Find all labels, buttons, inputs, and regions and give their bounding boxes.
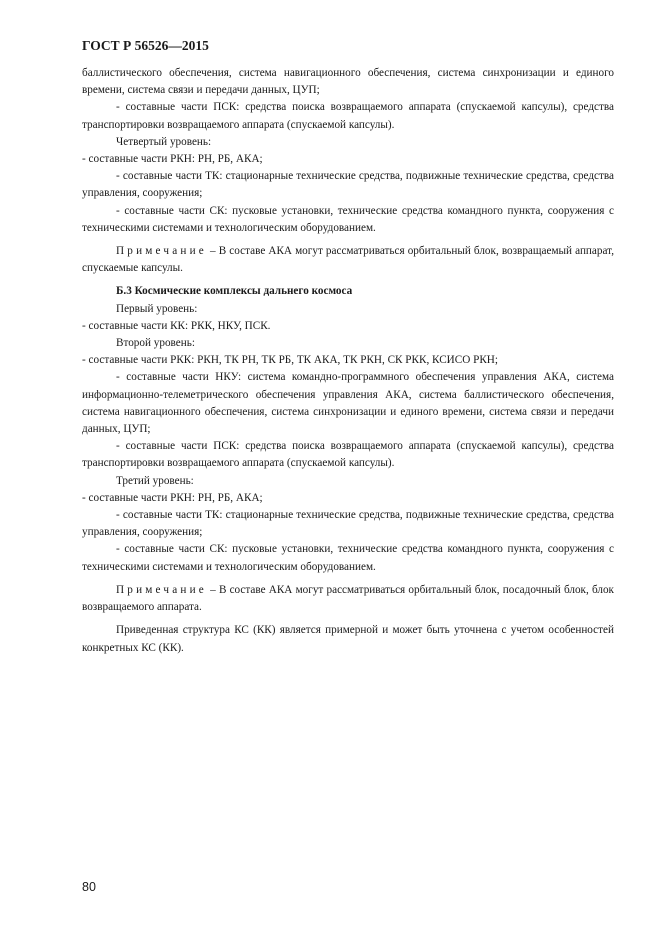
section-heading: Б.3 Космические комплексы дальнего космоса [116,285,353,298]
paragraph: - составные части РКН: РН, РБ, АКА; [82,153,263,166]
note-label: Примечание [116,583,207,596]
paragraph: - составные части ТК: стационарные технические средства, подвижные технические средства, средства управления, сооружения; [82,509,614,539]
paragraph: Первый уровень: [116,302,198,315]
page-number: 80 [82,880,96,894]
note-label: Примечание [116,245,207,258]
paragraph: - составные части НКУ: система командно-программного обеспечения управления АКА, система информационно-телеметрического обеспечения управления АКА, система баллистического обеспечения, система навигационного обеспечения, система синхронизации и единого времени, система связи и передачи данных, ЦУП; [82,371,614,436]
paragraph: Второй уровень: [116,337,195,350]
paragraph: - составные части СК: пусковые установки, технические средства командного пункта, сооружения с техническими системами и технологическим оборудованием. [82,543,614,573]
paragraph: Третий уровень: [116,474,194,487]
paragraph: - составные части КК: РКК, НКУ, ПСК. [82,319,271,332]
document-body [82,65,614,657]
paragraph: баллистического обеспечения, система навигационного обеспечения, система синхронизации и единого времени, система связи и передачи данных, ЦУП; [82,67,614,97]
paragraph: - составные части ПСК: средства поиска возвращаемого аппарата (спускаемой капсулы), средства транспортировки возвращаемого аппарата (спускаемой капсулы). [82,440,614,470]
note-text: – В составе АКА могут рассматриваться орбитальный блок, возвращаемый аппарат, спускаемые капсулы. [82,245,614,275]
paragraph: - составные части ТК: стационарные технические средства, подвижные технические средства, средства управления, сооружения; [82,170,614,200]
document-header: ГОСТ Р 56526—2015 [82,38,209,53]
note-paragraph [82,582,614,616]
paragraph: - составные части ПСК: средства поиска возвращаемого аппарата (спускаемой капсулы), средства транспортировки возвращаемого аппарата (спускаемой капсулы). [82,101,614,131]
note-paragraph [82,243,614,277]
note-text: – В составе АКА могут рассматриваться орбитальный блок, посадочный блок, блок возвращаемого аппарата. [82,583,614,614]
paragraph: - составные части РКН: РН, РБ, АКА; [82,491,263,504]
paragraph: - составные части РКК: РКН, ТК РН, ТК РБ, ТК АКА, ТК РКН, СК РКК, КСИСО РКН; [82,354,498,367]
paragraph: Четвертый уровень: [116,135,212,148]
paragraph: - составные части СК: пусковые установки, технические средства командного пункта, сооружения с техническими системами и технологическим оборудованием. [82,204,614,234]
closing-paragraph: Приведенная структура КС (КК) является примерной и может быть уточнена с учетом особенностей конкретных КС (КК). [82,624,614,654]
